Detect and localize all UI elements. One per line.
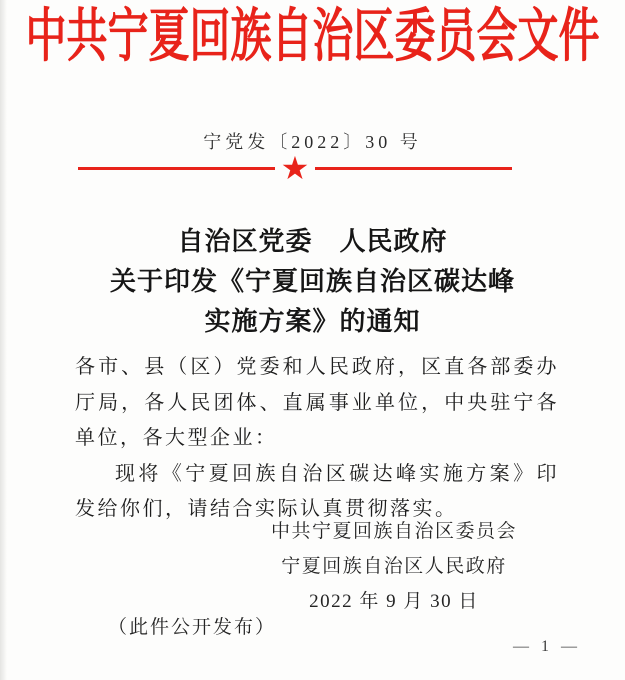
- red-divider-rule: [78, 150, 512, 186]
- notice-title-line-3: 实施方案》的通知: [204, 307, 421, 336]
- notice-title: [0, 222, 625, 342]
- notice-title-line-1: 自治区党委 人民政府: [177, 227, 448, 256]
- notice-body: [75, 350, 559, 528]
- divider-line-left: [78, 167, 275, 170]
- red-header-title: 中共宁夏回族自治区委员会文件: [25, 3, 600, 69]
- public-release-note: （此件公开发布）: [108, 617, 277, 638]
- body-paragraph-recipients: 各市、县（区）党委和人民政府，区直各部委办厅局，各人民团体、直属事业单位，中央驻宁各单位，各大型企业：: [75, 356, 559, 449]
- star-icon: ★: [280, 149, 310, 187]
- signature-date: 2022 年 9 月 30 日: [309, 591, 479, 612]
- signature-org-peoples-government: 宁夏回族自治区人民政府: [281, 556, 507, 577]
- divider-line-right: [315, 167, 512, 170]
- document-number: 宁党发〔2022〕30 号: [203, 132, 422, 152]
- notice-title-line-2: 关于印发《宁夏回族自治区碳达峰: [109, 267, 515, 296]
- body-paragraph-instruction: 现将《宁夏回族自治区碳达峰实施方案》印发给你们，请结合实际认真贯彻落实。: [75, 462, 559, 520]
- signature-org-party-committee: 中共宁夏回族自治区委员会: [270, 521, 517, 542]
- page-number: — 1 —: [513, 638, 577, 655]
- signature-block: [271, 514, 517, 619]
